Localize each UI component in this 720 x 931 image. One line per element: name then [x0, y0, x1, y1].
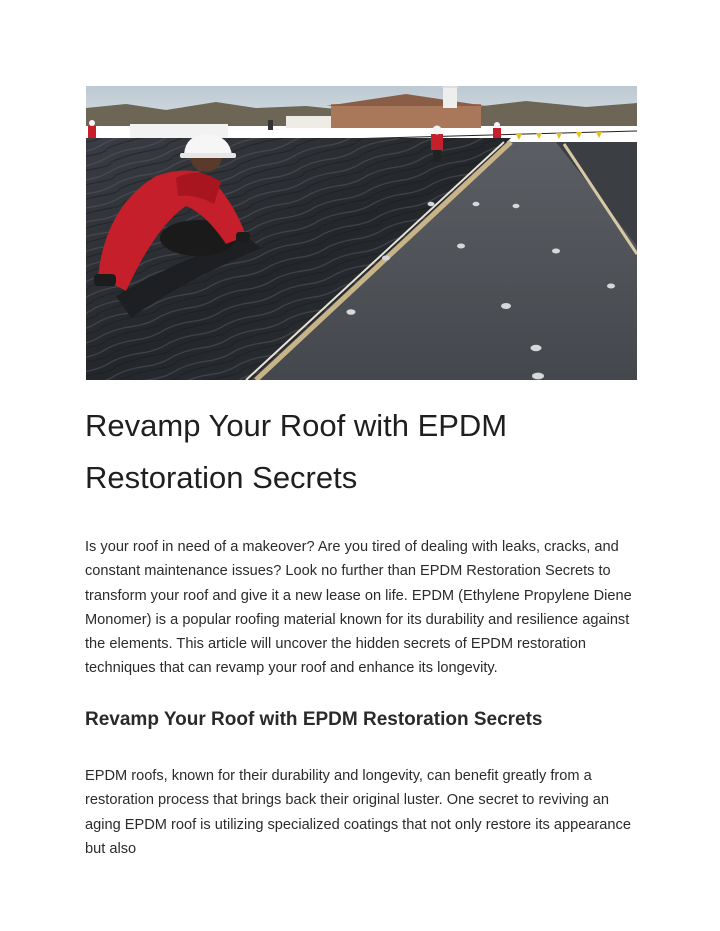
hero-image — [86, 86, 637, 380]
section-heading: Revamp Your Roof with EPDM Restoration Secrets — [85, 709, 543, 730]
roofing-photo — [86, 86, 637, 380]
section-paragraph: EPDM roofs, known for their durability and longevity, can benefit greatly from a restoration process that brings back their original luster. One secret to reviving an aging EPDM roof is utilizing specialized coatings that not only restore its appearance but also — [85, 768, 631, 857]
intro-paragraph: Is your roof in need of a makeover? Are you tired of dealing with leaks, cracks, and constant maintenance issues? Look no further than EPDM Restoration Secrets to transform your roof and give it a new lease on life. EPDM (Ethylene Propylene Diene Monomer) is a popular roofing material known for its durability and resilience against the elements. This article will uncover the hidden secrets of EPDM restoration techniques that can revamp your roof and enhance its longevity. — [85, 539, 632, 677]
article-title: Revamp Your Roof with EPDM Restoration Secrets — [85, 408, 508, 495]
